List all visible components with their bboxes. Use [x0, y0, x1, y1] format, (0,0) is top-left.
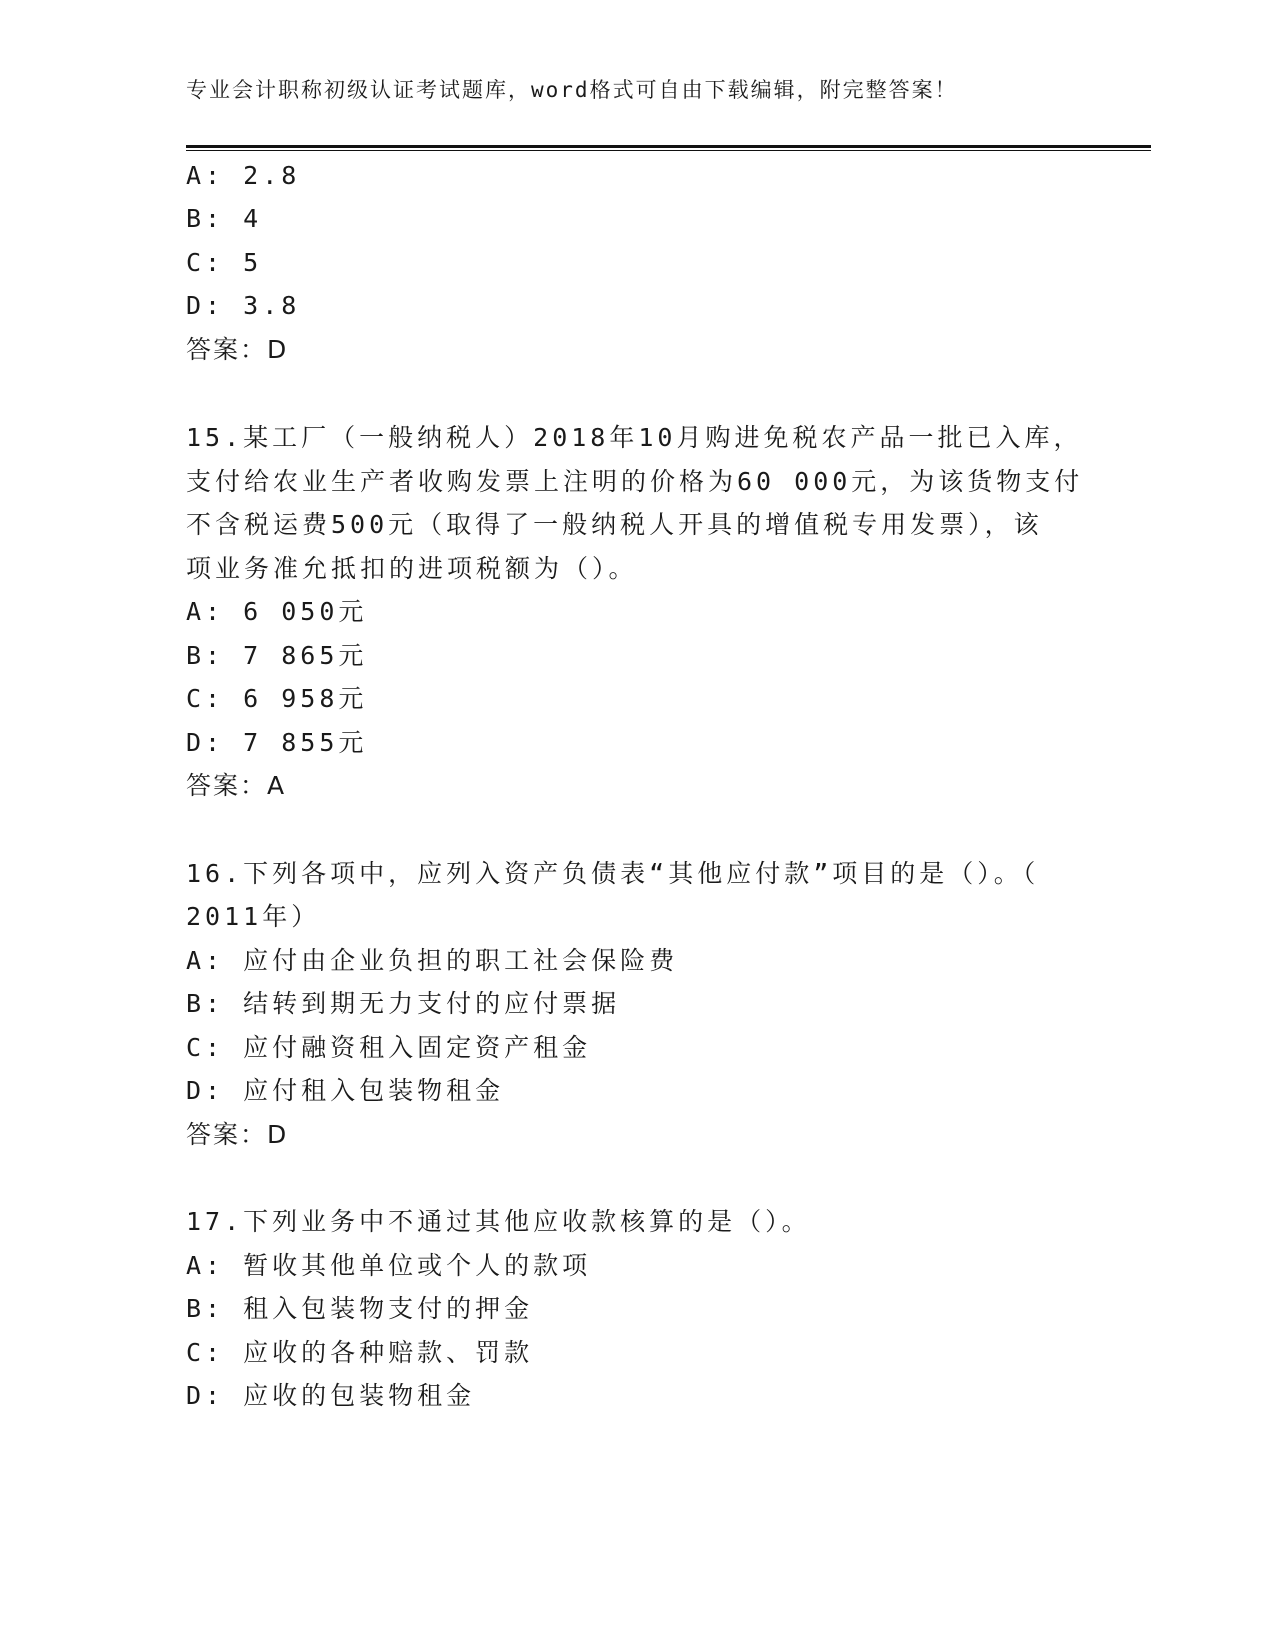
q16-option-a: A: 应付由企业负担的职工社会保险费 [186, 946, 679, 975]
q14-option-c: C: 5 [186, 248, 263, 277]
q17-option-a: A: 暂收其他单位或个人的款项 [186, 1251, 592, 1280]
q15-option-d: D: 7 855元 [186, 728, 368, 757]
q15-stem-line-1: 15.某工厂（一般纳税人）2018年10月购进免税农产品一批已入库， [186, 423, 1083, 452]
q15-option-b: B: 7 865元 [186, 641, 368, 670]
q14-option-a: A: 2.8 [186, 161, 301, 190]
q15-stem-line-4: 项业务准允抵扣的进项税额为（）。 [186, 554, 638, 583]
q17-stem-line-1: 17.下列业务中不通过其他应收款核算的是（）。 [186, 1207, 811, 1236]
q15-option-c: C: 6 958元 [186, 684, 368, 713]
q16-option-b: B: 结转到期无力支付的应付票据 [186, 989, 621, 1018]
q16-stem-line-1: 16.下列各项中，应列入资产负债表“其他应付款”项目的是（）。（ [186, 859, 1040, 888]
q16-option-d: D: 应付租入包装物租金 [186, 1076, 505, 1105]
q14-option-d: D: 3.8 [186, 291, 301, 320]
page-header: 专业会计职称初级认证考试题库，word格式可自由下载编辑，附完整答案！ [186, 78, 958, 102]
header-rule-thin [186, 150, 1151, 151]
q14-answer: 答案：D [186, 335, 289, 364]
q16-option-c: C: 应付融资租入固定资产租金 [186, 1033, 592, 1062]
q16-stem-line-2: 2011年） [186, 902, 321, 931]
q16-answer: 答案：D [186, 1120, 289, 1149]
q17-option-c: C: 应收的各种赔款、罚款 [186, 1338, 534, 1367]
q15-stem-line-2: 支付给农业生产者收购发票上注明的价格为60 000元，为该货物支付 [186, 467, 1084, 496]
q17-option-b: B: 租入包装物支付的押金 [186, 1294, 534, 1323]
q15-answer: 答案：A [186, 771, 287, 800]
header-rule-thick [186, 145, 1151, 148]
q15-option-a: A: 6 050元 [186, 597, 368, 626]
q15-stem-line-3: 不含税运费500元（取得了一般纳税人开具的增值税专用发票），该 [186, 510, 1043, 539]
q14-option-b: B: 4 [186, 204, 263, 233]
q17-option-d: D: 应收的包装物租金 [186, 1381, 476, 1410]
